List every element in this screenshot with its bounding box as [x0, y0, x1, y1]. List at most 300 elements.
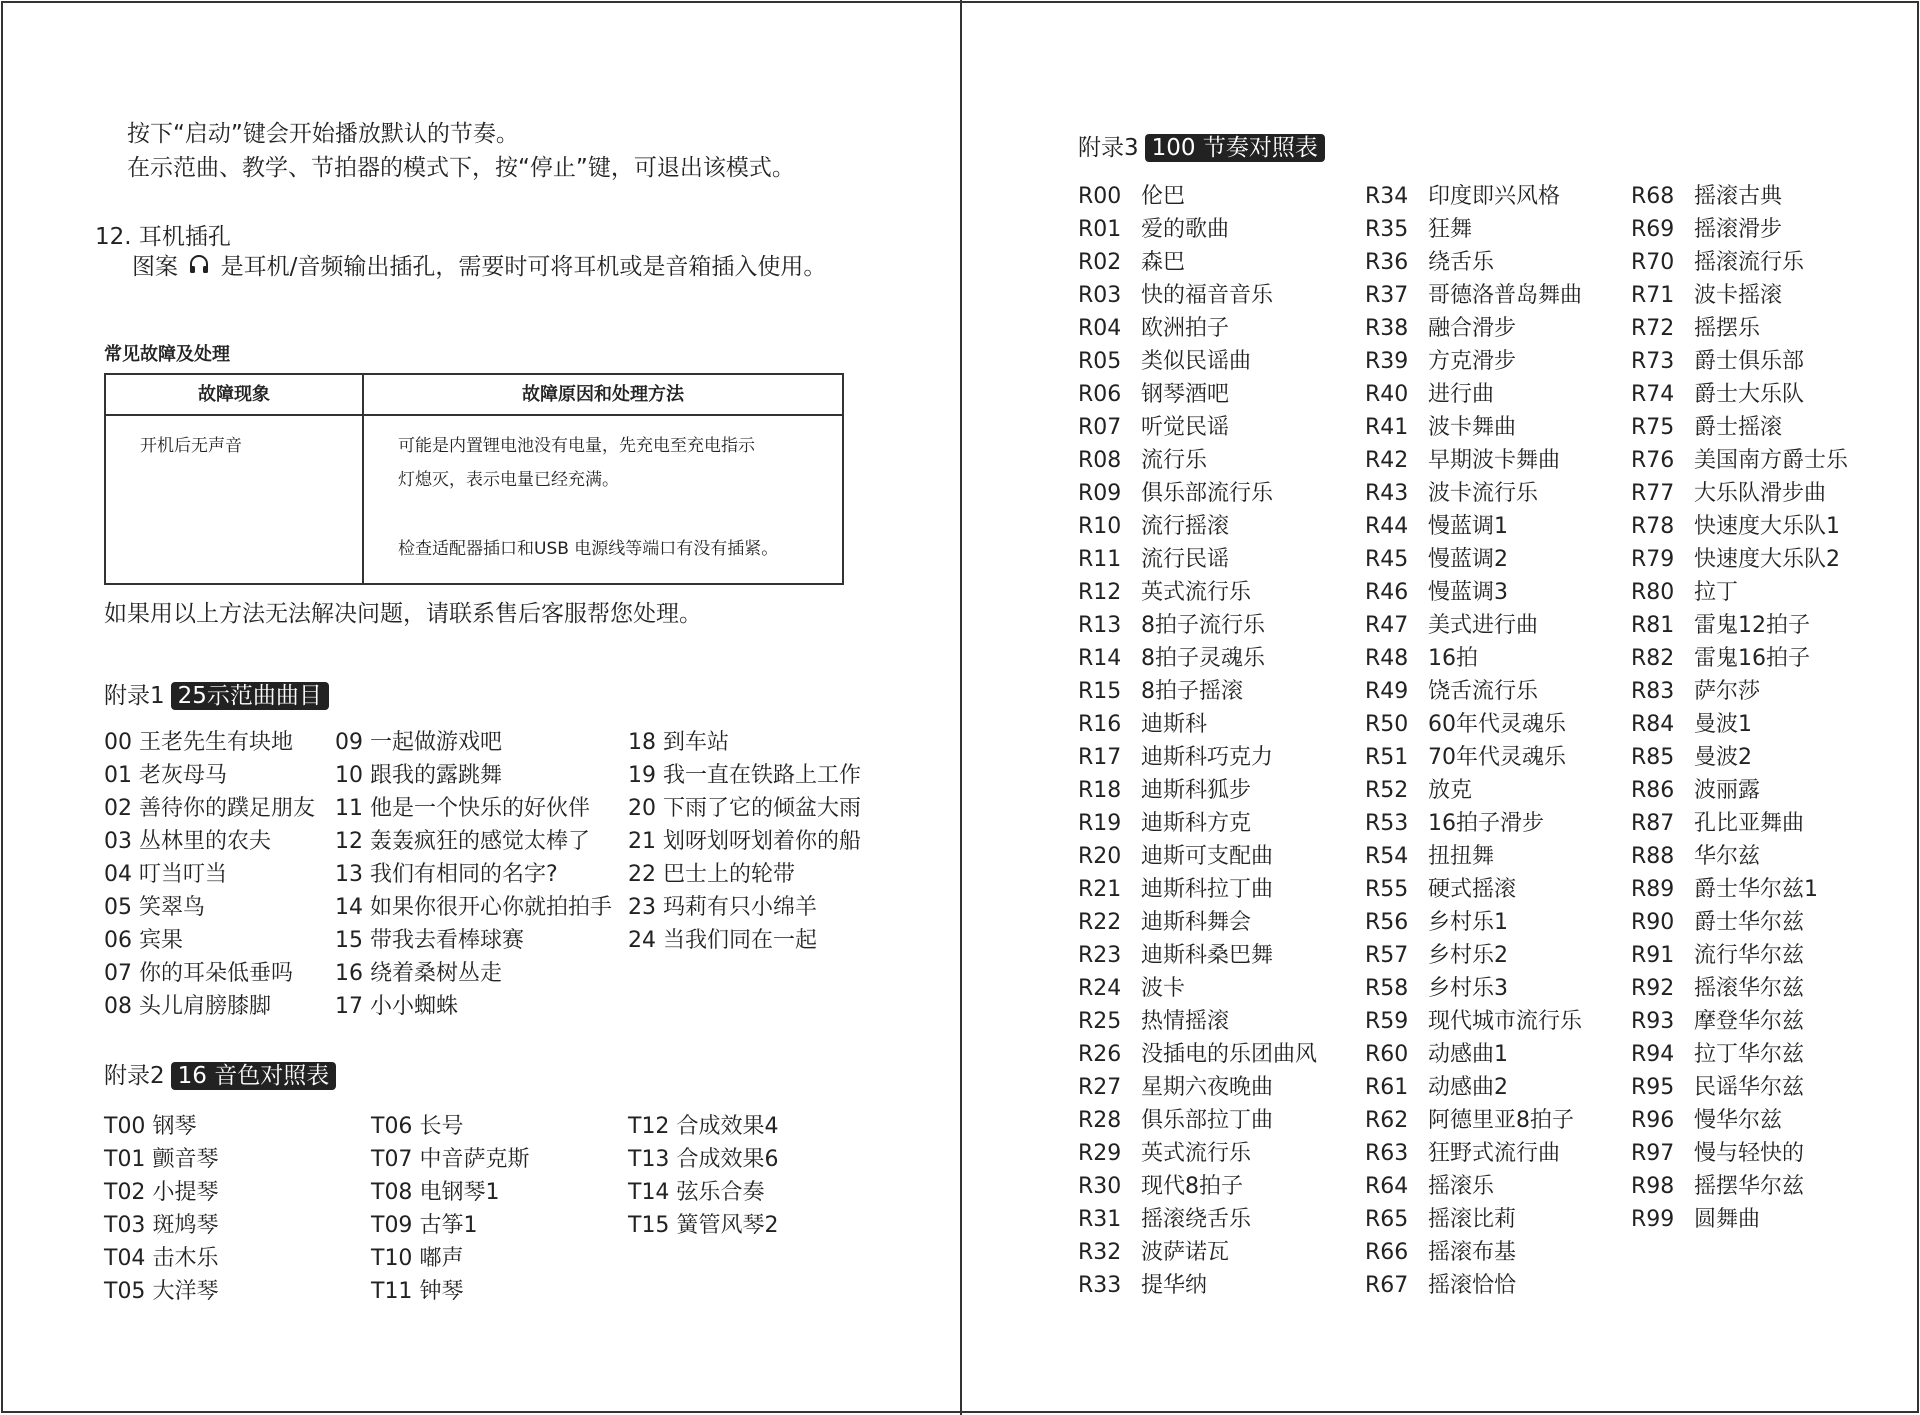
item-name: 民谣华尔兹 — [1694, 1075, 1805, 1100]
item-name: 丛林里的农夫 — [139, 829, 272, 854]
item-name: 类似民谣曲 — [1141, 349, 1252, 374]
item-name: 乡村乐1 — [1428, 910, 1508, 935]
list-item — [1365, 345, 1582, 378]
item-code: T11 — [371, 1279, 413, 1304]
item-name: 欧洲拍子 — [1141, 316, 1230, 341]
list-item — [104, 1143, 218, 1176]
list-item — [1631, 312, 1848, 345]
item-name: 圆舞曲 — [1694, 1207, 1761, 1232]
item-name: 老灰母马 — [139, 763, 228, 788]
list-item — [1631, 1203, 1848, 1236]
item-code: R73 — [1631, 349, 1675, 374]
list-item — [104, 1242, 218, 1275]
list-item — [1365, 180, 1582, 213]
item-name: 8拍子流行乐 — [1141, 613, 1265, 638]
item-name: 快速度大乐队2 — [1694, 547, 1840, 572]
list-item — [1631, 609, 1848, 642]
item-code: 04 — [104, 862, 132, 887]
item-code: R21 — [1078, 877, 1122, 902]
item-name: 合成效果6 — [676, 1147, 779, 1172]
list-item — [1365, 576, 1582, 609]
list-item — [1631, 1137, 1848, 1170]
item-code: R08 — [1078, 448, 1122, 473]
list-item — [1631, 1104, 1848, 1137]
list-item — [1078, 477, 1317, 510]
item-name: 头儿肩膀膝脚 — [139, 994, 272, 1019]
item-code: R30 — [1078, 1174, 1122, 1199]
item-name: 小提琴 — [152, 1180, 219, 1205]
item-code: R64 — [1365, 1174, 1409, 1199]
item-code: T08 — [371, 1180, 413, 1205]
item-name: 弦乐合奏 — [676, 1180, 765, 1205]
item-code: 03 — [104, 829, 132, 854]
item-name: 摇滚恰恰 — [1428, 1273, 1517, 1298]
item-name: 绕着桑树丛走 — [370, 961, 503, 986]
item-code: R25 — [1078, 1009, 1122, 1034]
item-name: 迪斯科桑巴舞 — [1141, 943, 1274, 968]
item-code: R26 — [1078, 1042, 1122, 1067]
list-item — [1078, 807, 1317, 840]
item-name: 8拍子摇滚 — [1141, 679, 1243, 704]
item-name: 击木乐 — [152, 1246, 219, 1271]
item-code: R12 — [1078, 580, 1122, 605]
list-item — [1078, 543, 1317, 576]
list-item — [1631, 906, 1848, 939]
appendix3-column — [1078, 180, 1317, 1302]
list-item — [1365, 741, 1582, 774]
list-item — [1078, 180, 1317, 213]
item-name: 爵士摇滚 — [1694, 415, 1783, 440]
item-name: 轰轰疯狂的感觉太棒了 — [370, 829, 591, 854]
item-code: R83 — [1631, 679, 1675, 704]
list-item — [1631, 1170, 1848, 1203]
item-name: 迪斯可支配曲 — [1141, 844, 1274, 869]
list-item — [104, 957, 315, 990]
item-code: R87 — [1631, 811, 1675, 836]
item-name: 拉丁 — [1694, 580, 1739, 605]
list-item — [1631, 444, 1848, 477]
item-name: 放克 — [1428, 778, 1473, 803]
item-name: 没插电的乐团曲风 — [1141, 1042, 1318, 1067]
item-code: T06 — [371, 1114, 413, 1139]
list-item — [1365, 1104, 1582, 1137]
item-name: 迪斯科狐步 — [1141, 778, 1252, 803]
item-code: R42 — [1365, 448, 1409, 473]
fault-table — [104, 373, 844, 585]
item-name: 60年代灵魂乐 — [1428, 712, 1566, 737]
appendix1-column — [628, 726, 861, 957]
item-code: R69 — [1631, 217, 1675, 242]
list-item — [1078, 213, 1317, 246]
item-name: 爵士华尔兹1 — [1694, 877, 1818, 902]
item-name: 下雨了它的倾盆大雨 — [663, 796, 862, 821]
item-name: 16拍子滑步 — [1428, 811, 1544, 836]
item-code: R57 — [1365, 943, 1409, 968]
list-item — [1631, 1071, 1848, 1104]
item-code: R27 — [1078, 1075, 1122, 1100]
item-code: R40 — [1365, 382, 1409, 407]
item-code: R28 — [1078, 1108, 1122, 1133]
list-item — [1631, 477, 1848, 510]
list-item — [1365, 609, 1582, 642]
list-item — [628, 825, 861, 858]
item-name: 合成效果4 — [676, 1114, 779, 1139]
item-name: 乡村乐3 — [1428, 976, 1508, 1001]
item-code: T02 — [104, 1180, 146, 1205]
item-name: 曼波1 — [1694, 712, 1752, 737]
item-name: 摇滚乐 — [1428, 1174, 1495, 1199]
item-code: T10 — [371, 1246, 413, 1271]
list-item — [1631, 708, 1848, 741]
list-item — [1365, 939, 1582, 972]
item-code: 12 — [335, 829, 363, 854]
list-item — [1078, 873, 1317, 906]
item-code: R37 — [1365, 283, 1409, 308]
item-name: 绕舌乐 — [1428, 250, 1495, 275]
list-item — [1631, 213, 1848, 246]
item-name: 动感曲1 — [1428, 1042, 1508, 1067]
item-code: R53 — [1365, 811, 1409, 836]
item-name: 慢蓝调3 — [1428, 580, 1508, 605]
item-code: R23 — [1078, 943, 1122, 968]
item-code: R50 — [1365, 712, 1409, 737]
list-item — [1631, 543, 1848, 576]
list-item — [1631, 411, 1848, 444]
item-code: T03 — [104, 1213, 146, 1238]
headphone-heading: 12. 耳机插孔 — [95, 224, 231, 250]
item-code: 01 — [104, 763, 132, 788]
appendix3-title — [1078, 132, 1325, 162]
item-code: R93 — [1631, 1009, 1675, 1034]
list-item — [1631, 246, 1848, 279]
list-item — [1365, 312, 1582, 345]
item-code: R39 — [1365, 349, 1409, 374]
item-code: R03 — [1078, 283, 1122, 308]
item-name: 爱的歌曲 — [1141, 217, 1230, 242]
item-name: 流行华尔兹 — [1694, 943, 1805, 968]
item-code: 09 — [335, 730, 363, 755]
list-item — [1078, 1137, 1317, 1170]
item-name: 8拍子灵魂乐 — [1141, 646, 1265, 671]
item-code: 19 — [628, 763, 656, 788]
list-item — [628, 1176, 778, 1209]
appendix1-title — [104, 680, 329, 710]
list-item — [1078, 1005, 1317, 1038]
list-item — [104, 1209, 218, 1242]
item-code: R72 — [1631, 316, 1675, 341]
list-item — [335, 957, 612, 990]
item-code: R97 — [1631, 1141, 1675, 1166]
item-code: R43 — [1365, 481, 1409, 506]
list-item — [335, 759, 612, 792]
appendix3-tag: 100 节奏对照表 — [1145, 134, 1325, 162]
item-name: 中音萨克斯 — [419, 1147, 530, 1172]
item-name: 慢与轻快的 — [1694, 1141, 1805, 1166]
list-item — [628, 759, 861, 792]
item-code: R86 — [1631, 778, 1675, 803]
item-code: R96 — [1631, 1108, 1675, 1133]
list-item — [335, 990, 612, 1023]
item-code: R77 — [1631, 481, 1675, 506]
item-name: 一起做游戏吧 — [370, 730, 503, 755]
headphone-description — [132, 250, 826, 285]
item-name: 斑鸠琴 — [152, 1213, 219, 1238]
table-cell-symptom: 开机后无声音 — [140, 436, 242, 456]
list-item — [1078, 411, 1317, 444]
item-code: R58 — [1365, 976, 1409, 1001]
list-item — [1365, 1203, 1582, 1236]
item-name: 雷鬼16拍子 — [1694, 646, 1810, 671]
item-name: 簧管风琴2 — [676, 1213, 779, 1238]
item-code: R14 — [1078, 646, 1122, 671]
troubleshooting-title: 常见故障及处理 — [104, 344, 230, 365]
appendix2-column — [628, 1110, 778, 1242]
item-code: 15 — [335, 928, 363, 953]
item-code: R22 — [1078, 910, 1122, 935]
item-code: R32 — [1078, 1240, 1122, 1265]
item-name: 快速度大乐队1 — [1694, 514, 1840, 539]
list-item — [1078, 1203, 1317, 1236]
item-code: T01 — [104, 1147, 146, 1172]
item-code: R49 — [1365, 679, 1409, 704]
list-item — [1365, 642, 1582, 675]
item-name: 热情摇滚 — [1141, 1009, 1230, 1034]
item-code: R61 — [1365, 1075, 1409, 1100]
item-name: 迪斯科方克 — [1141, 811, 1252, 836]
list-item — [1365, 675, 1582, 708]
table-cell-solution-line: 检查适配器插口和USB 电源线等端口有没有插紧。 — [398, 539, 779, 559]
list-item — [1631, 378, 1848, 411]
item-name: 巴士上的轮带 — [663, 862, 796, 887]
item-code: T04 — [104, 1246, 146, 1271]
item-name: 电钢琴1 — [419, 1180, 500, 1205]
item-name: 带我去看棒球赛 — [370, 928, 525, 953]
list-item — [1078, 840, 1317, 873]
list-item — [1365, 840, 1582, 873]
item-name: 爵士大乐队 — [1694, 382, 1805, 407]
item-name: 当我们同在一起 — [663, 928, 818, 953]
item-code: R76 — [1631, 448, 1675, 473]
list-item — [628, 891, 861, 924]
list-item — [1365, 1269, 1582, 1302]
item-code: R15 — [1078, 679, 1122, 704]
headphone-text-before: 图案 — [132, 254, 178, 280]
list-item — [371, 1143, 529, 1176]
list-item — [1365, 972, 1582, 1005]
item-code: 16 — [335, 961, 363, 986]
item-code: R24 — [1078, 976, 1122, 1001]
item-name: 我一直在铁路上工作 — [663, 763, 862, 788]
item-code: R36 — [1365, 250, 1409, 275]
list-item — [1365, 444, 1582, 477]
item-name: 波卡流行乐 — [1428, 481, 1539, 506]
list-item — [1078, 708, 1317, 741]
item-code: R48 — [1365, 646, 1409, 671]
list-item — [1631, 807, 1848, 840]
item-name: 慢蓝调1 — [1428, 514, 1508, 539]
item-name: 流行乐 — [1141, 448, 1208, 473]
item-name: 进行曲 — [1428, 382, 1495, 407]
item-name: 摇滚布基 — [1428, 1240, 1517, 1265]
list-item — [1365, 477, 1582, 510]
item-name: 笑翠鸟 — [139, 895, 206, 920]
item-code: R47 — [1365, 613, 1409, 638]
list-item — [1365, 279, 1582, 312]
item-code: R00 — [1078, 184, 1122, 209]
item-code: R67 — [1365, 1273, 1409, 1298]
list-item — [1078, 1236, 1317, 1269]
item-name: 摇摆乐 — [1694, 316, 1761, 341]
appendix3-column — [1631, 180, 1848, 1236]
item-code: R74 — [1631, 382, 1675, 407]
list-item — [1078, 246, 1317, 279]
item-name: 摇滚流行乐 — [1694, 250, 1805, 275]
list-item — [371, 1176, 529, 1209]
item-name: 钟琴 — [419, 1279, 464, 1304]
item-name: 英式流行乐 — [1141, 580, 1252, 605]
appendix2-tag: 16 音色对照表 — [171, 1062, 337, 1090]
headphone-icon — [188, 251, 210, 285]
list-item — [1365, 807, 1582, 840]
item-name: 跟我的露跳舞 — [370, 763, 503, 788]
item-name: 俱乐部拉丁曲 — [1141, 1108, 1274, 1133]
item-code: R13 — [1078, 613, 1122, 638]
list-item — [1078, 642, 1317, 675]
item-name: 孔比亚舞曲 — [1694, 811, 1805, 836]
list-item — [1631, 675, 1848, 708]
item-code: R52 — [1365, 778, 1409, 803]
item-name: 叮当叮当 — [139, 862, 228, 887]
item-name: 动感曲2 — [1428, 1075, 1508, 1100]
item-code: T12 — [628, 1114, 670, 1139]
item-name: 狂野式流行曲 — [1428, 1141, 1561, 1166]
item-code: R79 — [1631, 547, 1675, 572]
list-item — [1078, 312, 1317, 345]
item-code: 00 — [104, 730, 132, 755]
item-code: 18 — [628, 730, 656, 755]
item-name: 迪斯科巧克力 — [1141, 745, 1274, 770]
appendix3-column — [1365, 180, 1582, 1302]
list-item — [628, 858, 861, 891]
item-code: T14 — [628, 1180, 670, 1205]
list-item — [1631, 939, 1848, 972]
item-code: 24 — [628, 928, 656, 953]
list-item — [1631, 1038, 1848, 1071]
table-cell-solution-line: 灯熄灭，表示电量已经充满。 — [398, 470, 619, 490]
item-code: R55 — [1365, 877, 1409, 902]
list-item — [1078, 576, 1317, 609]
list-item — [1365, 543, 1582, 576]
item-code: R44 — [1365, 514, 1409, 539]
item-name: 迪斯科舞会 — [1141, 910, 1252, 935]
item-code: R07 — [1078, 415, 1122, 440]
item-code: R75 — [1631, 415, 1675, 440]
item-name: 俱乐部流行乐 — [1141, 481, 1274, 506]
table-header-symptom: 故障现象 — [198, 384, 270, 405]
item-name: 伦巴 — [1141, 184, 1186, 209]
list-item — [335, 858, 612, 891]
appendix1-column — [104, 726, 315, 1023]
list-item — [104, 891, 315, 924]
list-item — [1631, 741, 1848, 774]
item-code: 22 — [628, 862, 656, 887]
list-item — [104, 825, 315, 858]
item-code: 07 — [104, 961, 132, 986]
list-item — [1078, 444, 1317, 477]
item-code: R02 — [1078, 250, 1122, 275]
list-item — [1365, 246, 1582, 279]
item-name: 16拍 — [1428, 646, 1478, 671]
item-code: R38 — [1365, 316, 1409, 341]
list-item — [1631, 1005, 1848, 1038]
item-name: 雷鬼12拍子 — [1694, 613, 1810, 638]
item-code: 20 — [628, 796, 656, 821]
item-code: R89 — [1631, 877, 1675, 902]
item-code: R94 — [1631, 1042, 1675, 1067]
item-code: R35 — [1365, 217, 1409, 242]
list-item — [1078, 675, 1317, 708]
list-item — [1365, 378, 1582, 411]
item-code: R66 — [1365, 1240, 1409, 1265]
item-name: 流行摇滚 — [1141, 514, 1230, 539]
item-code: R82 — [1631, 646, 1675, 671]
list-item — [371, 1110, 529, 1143]
item-name: 现代8拍子 — [1141, 1174, 1243, 1199]
item-name: 70年代灵魂乐 — [1428, 745, 1566, 770]
item-code: R01 — [1078, 217, 1122, 242]
item-name: 现代城市流行乐 — [1428, 1009, 1583, 1034]
item-code: R81 — [1631, 613, 1675, 638]
item-name: 我们有相同的名字? — [370, 862, 558, 887]
list-item — [371, 1275, 529, 1308]
item-name: 摩登华尔兹 — [1694, 1009, 1805, 1034]
list-item — [628, 792, 861, 825]
list-item — [104, 1176, 218, 1209]
list-item — [1078, 1269, 1317, 1302]
list-item — [335, 891, 612, 924]
item-code: R78 — [1631, 514, 1675, 539]
list-item — [1078, 774, 1317, 807]
item-name: 方克滑步 — [1428, 349, 1517, 374]
item-code: R99 — [1631, 1207, 1675, 1232]
list-item — [628, 924, 861, 957]
item-code: R33 — [1078, 1273, 1122, 1298]
item-name: 波卡 — [1141, 976, 1186, 1001]
list-item — [1631, 279, 1848, 312]
item-code: R62 — [1365, 1108, 1409, 1133]
item-code: T15 — [628, 1213, 670, 1238]
headphone-text-after: 是耳机/音频输出插孔，需要时可将耳机或是音箱插入使用。 — [220, 254, 827, 280]
appendix3-label: 附录3 — [1078, 134, 1139, 161]
troubleshooting-footer: 如果用以上方法无法解决问题，请联系售后客服帮您处理。 — [104, 601, 702, 627]
item-code: 05 — [104, 895, 132, 920]
item-name: 迪斯科 — [1141, 712, 1208, 737]
item-name: 摇滚绕舌乐 — [1141, 1207, 1252, 1232]
appendix2-column — [371, 1110, 529, 1308]
item-code: R84 — [1631, 712, 1675, 737]
list-item — [1365, 873, 1582, 906]
list-item — [1078, 279, 1317, 312]
item-code: R41 — [1365, 415, 1409, 440]
item-code: R98 — [1631, 1174, 1675, 1199]
list-item — [1631, 774, 1848, 807]
list-item — [1631, 180, 1848, 213]
item-code: 23 — [628, 895, 656, 920]
item-name: 嘟声 — [419, 1246, 464, 1271]
item-code: R09 — [1078, 481, 1122, 506]
item-code: R92 — [1631, 976, 1675, 1001]
item-name: 大乐队滑步曲 — [1694, 481, 1827, 506]
